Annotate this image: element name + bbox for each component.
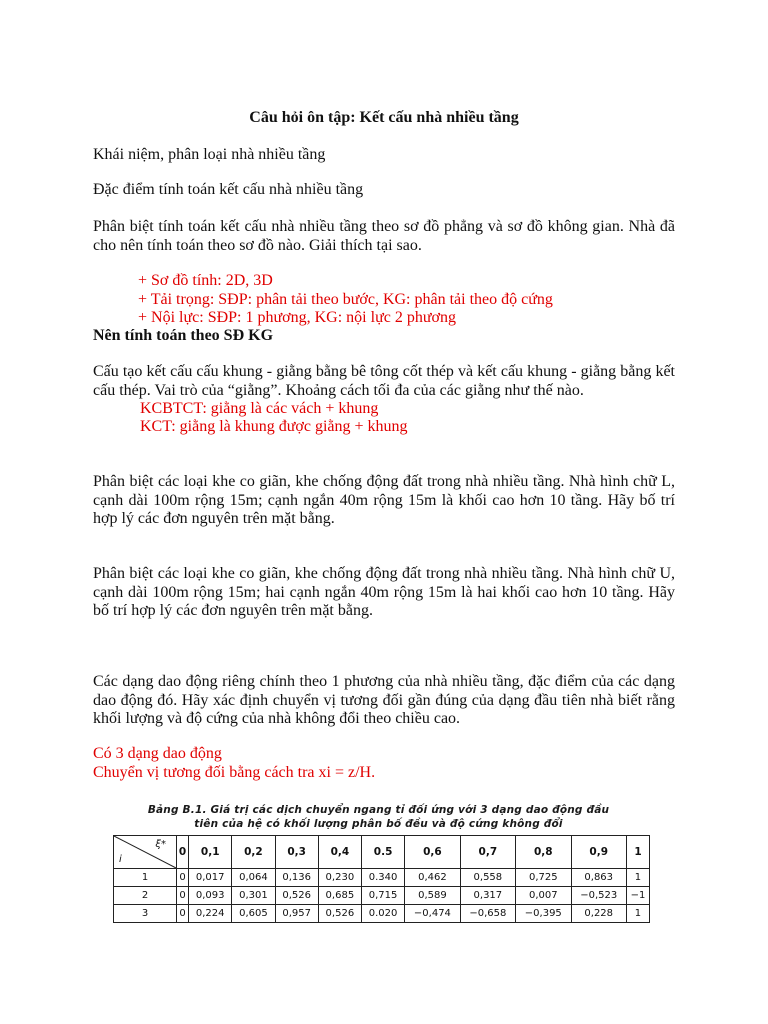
table-row	[114, 905, 650, 923]
table-header-cell: 0,6	[405, 836, 460, 869]
table-header-cell: 0,9	[571, 836, 626, 869]
table-cell: 0,725	[516, 869, 571, 887]
table-cell: 3	[114, 905, 177, 923]
answer-3-line-2: + Tải trọng: SĐP: phân tải theo bước, KG: phân tải theo độ cứng	[138, 291, 553, 308]
table-cell: 0,064	[232, 869, 275, 887]
table-header-cell: 0,7	[460, 836, 515, 869]
table-caption-line-2: tiên của hệ có khối lượng phân bố đều và độ cứng không đổi	[194, 818, 563, 830]
table-header-cell: 0,8	[516, 836, 571, 869]
question-4: Cấu tạo kết cấu cấu khung - giằng bằng bê tông cốt thép và kết cấu khung - giằng bằng kết cấu thép. Vai trò của “giằng”. Khoảng cách tối đa của các giằng như thế nào.	[93, 363, 675, 399]
xi-header-label: ξ*	[155, 839, 166, 850]
table-row	[114, 887, 650, 905]
answer-7-line-1: Có 3 dạng dao động	[93, 745, 222, 762]
table-cell: 0,715	[361, 887, 404, 905]
table-cell: 0,558	[460, 869, 515, 887]
table-cell: 0,093	[189, 887, 232, 905]
table-cell: 0	[177, 869, 189, 887]
table-cell: 0,317	[460, 887, 515, 905]
table-cell: 0,136	[275, 869, 318, 887]
table-cell: 0,526	[318, 905, 361, 923]
table-cell: 0	[177, 887, 189, 905]
table-row	[114, 869, 650, 887]
i-header-label: i	[119, 854, 122, 865]
answer-3-conclusion: Nên tính toán theo SĐ KG	[93, 327, 274, 344]
table-header-cell: 1	[626, 836, 649, 869]
table-cell: 0,228	[571, 905, 626, 923]
answer-4-line-1: KCBTCT: giằng là các vách + khung	[140, 400, 379, 417]
diagonal-line	[114, 836, 176, 868]
table-cell: 0.020	[361, 905, 404, 923]
question-5: Phân biệt các loại khe co giãn, khe chống động đất trong nhà nhiều tầng. Nhà hình chữ L, cạnh dài 100m rộng 15m; cạnh ngắn 40m rộng 15m là khối cao hơn 10 tầng. Hãy bố trí hợp lý các đơn nguyên trên mặt bằng.	[93, 473, 675, 528]
table-cell: −0,474	[405, 905, 460, 923]
table-cell: −0,523	[571, 887, 626, 905]
answer-4-line-2: KCT: giằng là khung được giằng + khung	[140, 418, 408, 435]
answer-7-line-2: Chuyển vị tương đối bằng cách tra xi = z/H.	[93, 764, 376, 781]
table-cell: 0,301	[232, 887, 275, 905]
table-header-cell: 0,1	[189, 836, 232, 869]
scanned-table-image	[107, 800, 650, 930]
document-title: Câu hỏi ôn tập: Kết cấu nhà nhiều tầng	[249, 109, 519, 126]
table-caption-line-1: Bảng B.1. Giá trị các dịch chuyển ngang tỉ đối ứng với 3 dạng dao động đầu	[147, 804, 610, 816]
table-cell: 0,526	[275, 887, 318, 905]
table-cell: 0,589	[405, 887, 460, 905]
table-cell: 0,957	[275, 905, 318, 923]
question-3: Phân biệt tính toán kết cấu nhà nhiều tầng theo sơ đồ phẳng và sơ đồ không gian. Nhà đã cho nên tính toán theo sơ đồ nào. Giải thích tại sao.	[93, 218, 675, 254]
table-cell: 2	[114, 887, 177, 905]
question-6: Phân biệt các loại khe co giãn, khe chống động đất trong nhà nhiều tầng. Nhà hình chữ U, cạnh dài 100m rộng 15m; hai cạnh ngắn 40m rộng 15m là hai khối cao hơn 10 tầng. Hãy bố trí hợp lý các đơn nguyên trên mặt bằng.	[93, 565, 675, 620]
table-cell: 0,007	[516, 887, 571, 905]
question-1: Khái niệm, phân loại nhà nhiều tầng	[93, 146, 326, 163]
question-7: Các dạng dao động riêng chính theo 1 phương của nhà nhiều tầng, đặc điểm của các dạng dao động đó. Hãy xác định chuyển vị tương đối gần đúng của dạng đầu tiên nhà biết rằng khối lượng và độ cứng của nhà không đổi theo chiều cao.	[93, 673, 675, 728]
table-cell: −1	[626, 887, 649, 905]
displacement-table	[113, 835, 650, 923]
answer-3-line-1: + Sơ đồ tính: 2D, 3D	[138, 272, 273, 289]
table-header-cell: 0,3	[275, 836, 318, 869]
table-cell: 0,230	[318, 869, 361, 887]
table-cell: 1	[626, 905, 649, 923]
table-cell: 0.340	[361, 869, 404, 887]
table-cell: 1	[626, 869, 649, 887]
table-cell: 0,863	[571, 869, 626, 887]
question-2: Đặc điểm tính toán kết cấu nhà nhiều tầng	[93, 181, 364, 198]
table-header-cell: 0,2	[232, 836, 275, 869]
table-header-cell: 0.5	[361, 836, 404, 869]
table-cell: −0,658	[460, 905, 515, 923]
answer-3-line-3: + Nội lực: SĐP: 1 phương, KG: nội lực 2 phương	[138, 309, 456, 326]
table-cell: 0,462	[405, 869, 460, 887]
table-corner-cell	[114, 836, 177, 869]
table-header-cell: 0,4	[318, 836, 361, 869]
table-cell: 0,224	[189, 905, 232, 923]
table-cell: 0,017	[189, 869, 232, 887]
table-cell: 0,605	[232, 905, 275, 923]
table-cell: −0,395	[516, 905, 571, 923]
table-header-row	[114, 836, 650, 869]
table-cell: 1	[114, 869, 177, 887]
table-cell: 0,685	[318, 887, 361, 905]
table-header-cell: 0	[177, 836, 189, 869]
table-cell: 0	[177, 905, 189, 923]
